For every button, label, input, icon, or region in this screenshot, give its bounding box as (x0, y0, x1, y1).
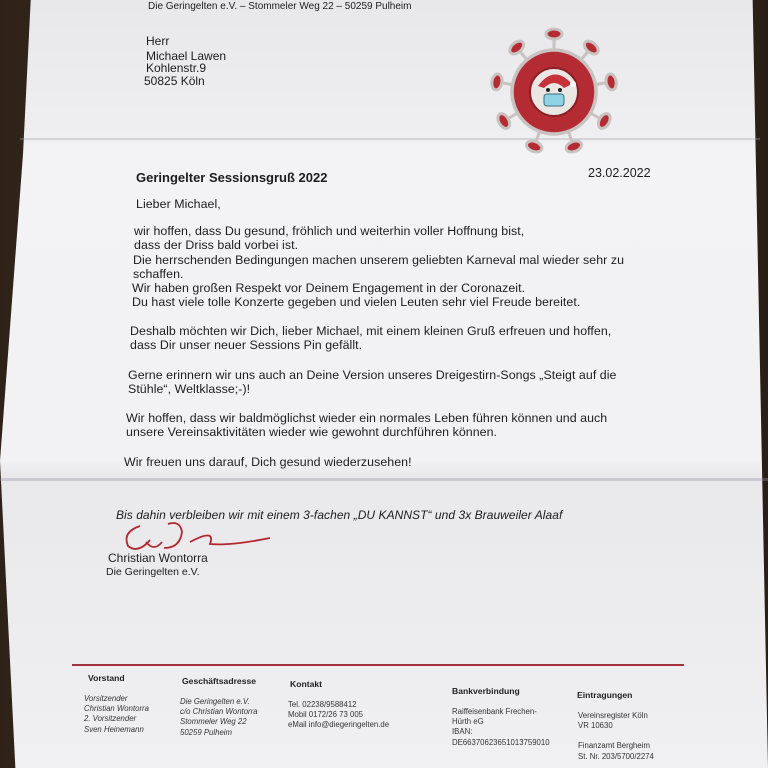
recipient-line: Michael Lawen (146, 49, 227, 63)
body-line: Wir hoffen, dass wir baldmöglichst wieder ein normales Leben führen können und auch (126, 411, 608, 425)
footer-heading-vorstand: Vorstand (88, 673, 125, 683)
body-line: Wir haben großen Respekt vor Deinem Engagement in der Coronazeit. (132, 281, 526, 295)
body-line: unsere Vereinsaktivitäten wieder wie gewohnt durchführen können. (126, 425, 498, 439)
body-line: Du hast viele tolle Konzerte gegeben und vielen Leuten sehr viel Freude bereitet. (132, 295, 581, 309)
recipient-line: Herr (146, 34, 170, 48)
body-line: Gerne erinnern wir uns auch an Deine Version unseres Dreigestirn-Songs „Steigt auf die (128, 368, 617, 382)
footer-heading-geschaeftsadresse: Geschäftsadresse (182, 676, 257, 686)
paper-fold-line (20, 138, 760, 140)
footer-divider (72, 664, 684, 666)
signer-name: Christian Wontorra (108, 551, 208, 565)
recipient-line: Kohlenstr.9 (146, 61, 207, 75)
salutation: Lieber Michael, (136, 197, 221, 211)
closing-line: Bis dahin verbleiben wir mit einem 3-fachen „DU KANNST“ und 3x Brauweiler Alaaf (116, 508, 563, 522)
footer-vorstand-block: Vorsitzender Christian Wontorra 2. Vorsitzender Sven Heinemann (84, 694, 149, 734)
footer-heading-bankverbindung: Bankverbindung (452, 686, 520, 696)
sender-line: Die Geringelten e.V. – Stommeler Weg 22 – 50259 Pulheim (148, 1, 412, 12)
footer-contact-block: Tel. 02238/9588412 Mobil 0172/26 73 005 eMail info@diegeringelten.de (288, 700, 390, 730)
corona-virus-pin-icon (486, 20, 622, 160)
letter-date: 23.02.2022 (588, 166, 651, 180)
footer-bank-block: Raiffeisenbank Frechen- Hürth eG IBAN: DE66370623651013759010 (452, 707, 550, 747)
body-line: Deshalb möchten wir Dich, lieber Michael, mit einem kleinen Gruß erfreuen und hoffen, (130, 324, 612, 338)
body-line: schaffen. (133, 267, 184, 281)
paper-fold-line (0, 478, 768, 481)
footer-heading-kontakt: Kontakt (290, 679, 322, 689)
signer-org: Die Geringelten e.V. (106, 566, 200, 578)
footer-registry-block: Vereinsregister Köln VR 10630 Finanzamt Bergheim St. Nr. 203/5700/2274 (578, 711, 654, 761)
body-line: Stühle“, Weltklasse;-)! (128, 382, 251, 396)
body-line: Wir freuen uns darauf, Dich gesund wiederzusehen! (124, 455, 412, 469)
recipient-line: 50825 Köln (144, 74, 205, 88)
body-line: dass Dir unser neuer Sessions Pin gefällt. (130, 338, 363, 352)
footer-address-block: Die Geringelten e.V. c/o Christian Wontorra Stommeler Weg 22 50259 Pulheim (180, 697, 258, 737)
body-line: wir hoffen, dass Du gesund, fröhlich und weiterhin voller Hoffnung bist, (134, 224, 525, 238)
footer-heading-eintragungen: Eintragungen (577, 690, 633, 700)
letter-subject: Geringelter Sessionsgruß 2022 (136, 170, 328, 185)
body-line: Die herrschenden Bedingungen machen unserem geliebten Karneval mal wieder sehr zu (133, 253, 625, 267)
body-line: dass der Driss bald vorbei ist. (134, 238, 299, 252)
